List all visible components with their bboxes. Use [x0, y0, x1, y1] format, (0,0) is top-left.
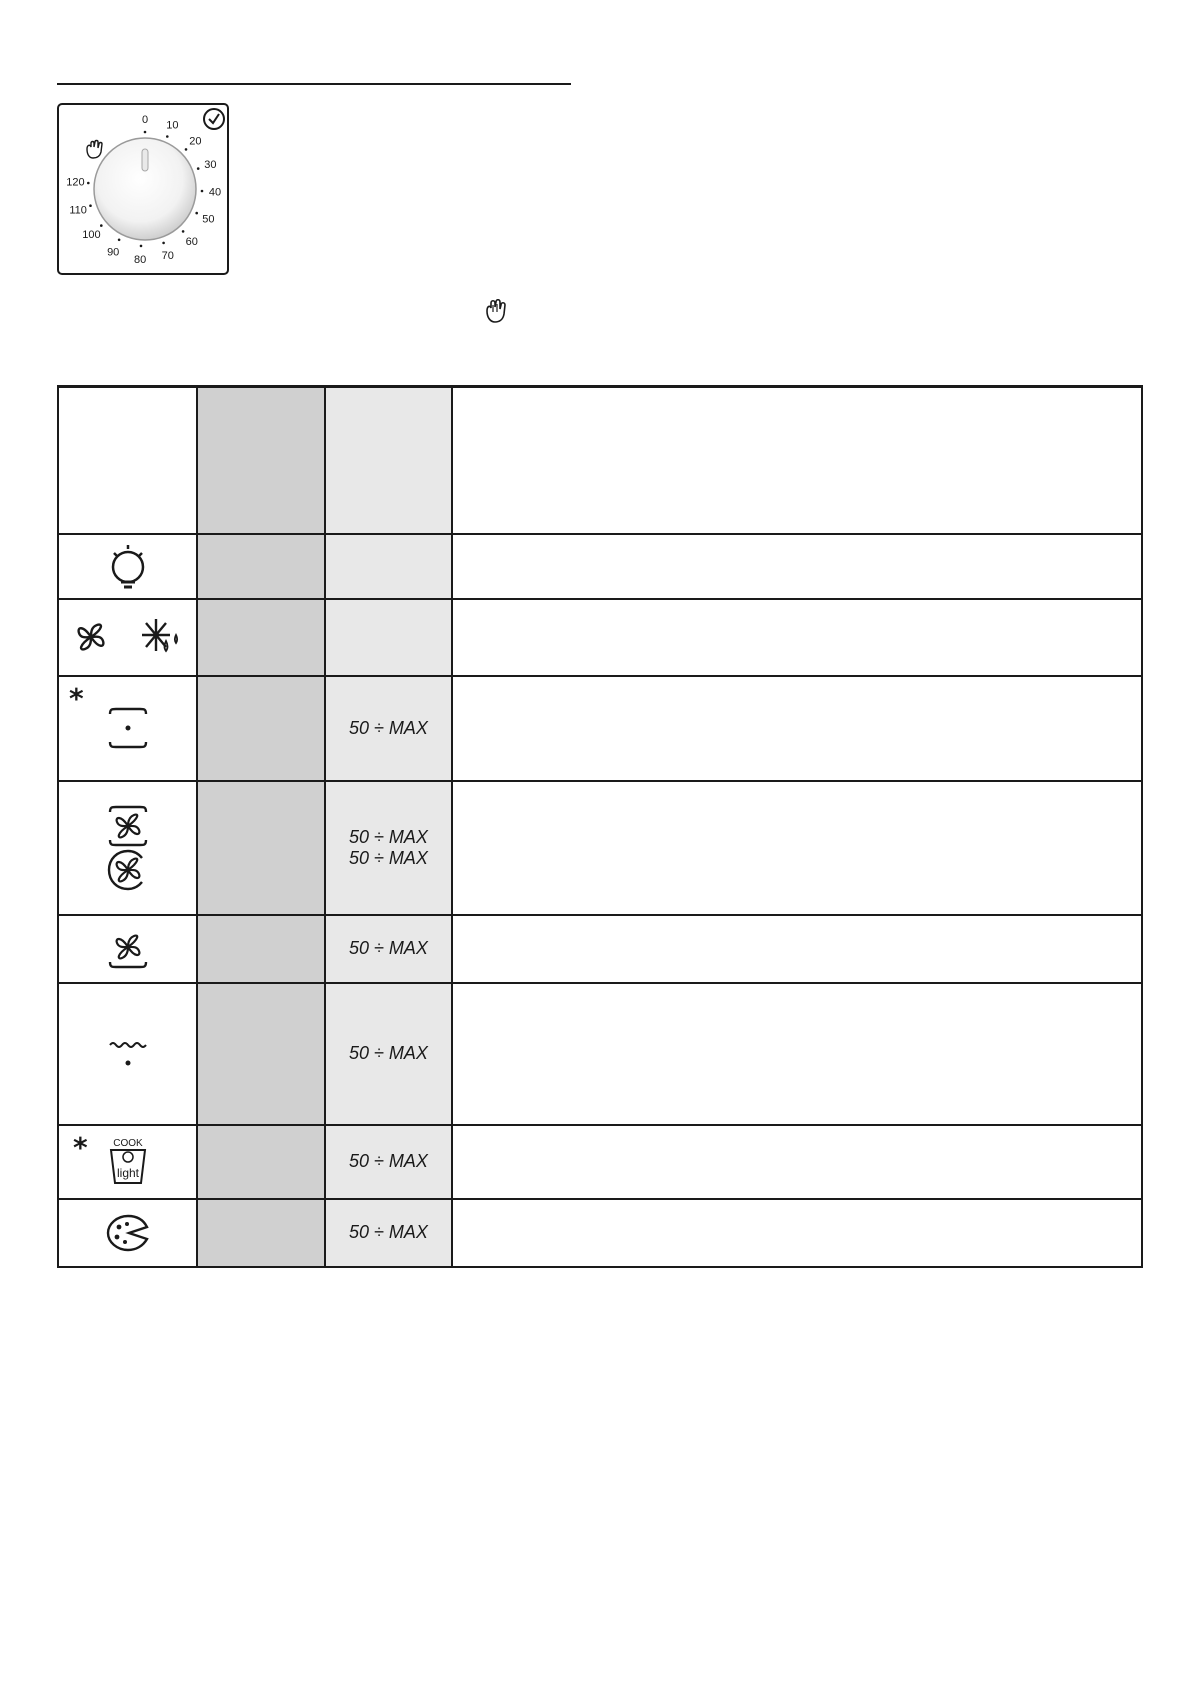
- header-cell-icon: [58, 387, 197, 534]
- desc-cell: [452, 781, 1142, 915]
- scale-tick: [195, 212, 198, 215]
- temp-range: 50 ÷ MAX: [349, 938, 428, 958]
- header-cell-col2: [197, 387, 325, 534]
- scale-label: 0: [141, 114, 149, 126]
- scale-label: 100: [82, 229, 101, 241]
- temp-range: 50 ÷ MAX: [349, 847, 428, 868]
- table-row: [58, 781, 1142, 915]
- fan-icon: [73, 619, 109, 655]
- col2-cell: [197, 1199, 325, 1267]
- header-cell-desc: [452, 387, 1142, 534]
- temp-range: 50 ÷ MAX: [349, 1151, 428, 1171]
- oven-lamp-icon: [106, 541, 150, 591]
- scale-tick: [182, 230, 185, 233]
- timer-dial-svg: [59, 105, 227, 273]
- defrost-icon: [138, 617, 182, 657]
- timer-dial-figure: [57, 103, 229, 275]
- table-row: [58, 983, 1142, 1125]
- scale-label: 120: [66, 176, 85, 189]
- scale-tick: [185, 148, 188, 151]
- table-row: [58, 599, 1142, 676]
- svg-text:light: light: [116, 1165, 139, 1180]
- icon-cell: [58, 534, 197, 599]
- table-row: [58, 534, 1142, 599]
- temp-cell: [325, 1199, 452, 1267]
- scale-label: 30: [204, 158, 217, 171]
- manual-hand-icon: [87, 141, 102, 159]
- temp-cell: [325, 534, 452, 599]
- scale-label: 40: [208, 186, 222, 199]
- table-row: [58, 1125, 1142, 1199]
- fan-top-bottom-heat-icon: [106, 804, 150, 848]
- icon-cell: [58, 676, 197, 781]
- table-header-row: [58, 387, 1142, 534]
- pizza-icon: [105, 1213, 151, 1253]
- scale-tick: [144, 131, 147, 134]
- icon-cell: [58, 1125, 197, 1199]
- oven-functions-table: [57, 385, 1143, 1268]
- svg-text:COOK: COOK: [112, 1137, 143, 1149]
- temp-cell: [325, 915, 452, 983]
- table-row: [58, 1199, 1142, 1267]
- table-row: [58, 676, 1142, 781]
- col2-cell: [197, 599, 325, 676]
- scale-tick: [89, 204, 92, 207]
- col2-cell: [197, 1125, 325, 1199]
- scale-label: 20: [189, 135, 202, 148]
- header-rule: [57, 83, 571, 85]
- col2-cell: [197, 915, 325, 983]
- ring-fan-heat-icon: [106, 848, 150, 892]
- icon-cell: [58, 983, 197, 1125]
- scale-label: 90: [107, 246, 120, 259]
- temp-range: 50 ÷ MAX: [349, 826, 428, 847]
- icon-cell: [58, 915, 197, 983]
- desc-cell: [452, 599, 1142, 676]
- desc-cell: [452, 534, 1142, 599]
- col2-cell: [197, 983, 325, 1125]
- desc-cell: [452, 676, 1142, 781]
- scale-tick: [201, 190, 204, 193]
- timer-knob[interactable]: [94, 138, 196, 240]
- scale-tick: [166, 135, 169, 138]
- col2-cell: [197, 676, 325, 781]
- scale-label: 10: [166, 119, 179, 132]
- top-bottom-heat-icon: [106, 706, 150, 750]
- col2-cell: [197, 781, 325, 915]
- grill-icon: [106, 1039, 150, 1069]
- clock-icon: [204, 109, 224, 129]
- manual-hand-note-icon: [483, 299, 507, 325]
- scale-tick: [118, 239, 121, 242]
- scale-tick: [197, 167, 200, 170]
- desc-cell: [452, 1125, 1142, 1199]
- temp-cell: [325, 781, 452, 915]
- temp-range: 50 ÷ MAX: [349, 1222, 428, 1242]
- scale-label: 60: [185, 236, 198, 248]
- icon-cell: [58, 599, 197, 676]
- scale-tick: [87, 182, 90, 185]
- scale-label: 70: [161, 250, 174, 263]
- header-cell-temp: [325, 387, 452, 534]
- cook-light-icon: [105, 1137, 151, 1187]
- icon-cell: [58, 1199, 197, 1267]
- temp-cell: [325, 676, 452, 781]
- col2-cell: [197, 534, 325, 599]
- scale-label: 110: [69, 204, 87, 217]
- table-row: [58, 915, 1142, 983]
- temp-cell: [325, 599, 452, 676]
- asterisk-marker: *: [69, 681, 84, 715]
- temp-range: 50 ÷ MAX: [349, 717, 428, 738]
- scale-label: 50: [202, 213, 215, 226]
- temp-range: 50 ÷ MAX: [349, 1043, 428, 1063]
- scale-tick: [162, 242, 165, 245]
- asterisk-marker: *: [73, 1130, 88, 1164]
- scale-tick: [140, 245, 143, 248]
- temp-cell: [325, 1125, 452, 1199]
- temp-cell: [325, 983, 452, 1125]
- scale-tick: [100, 224, 103, 227]
- icon-cell: [58, 781, 197, 915]
- fan-bottom-heat-icon: [106, 928, 150, 970]
- desc-cell: [452, 915, 1142, 983]
- scale-label: 80: [133, 253, 147, 266]
- desc-cell: [452, 1199, 1142, 1267]
- desc-cell: [452, 983, 1142, 1125]
